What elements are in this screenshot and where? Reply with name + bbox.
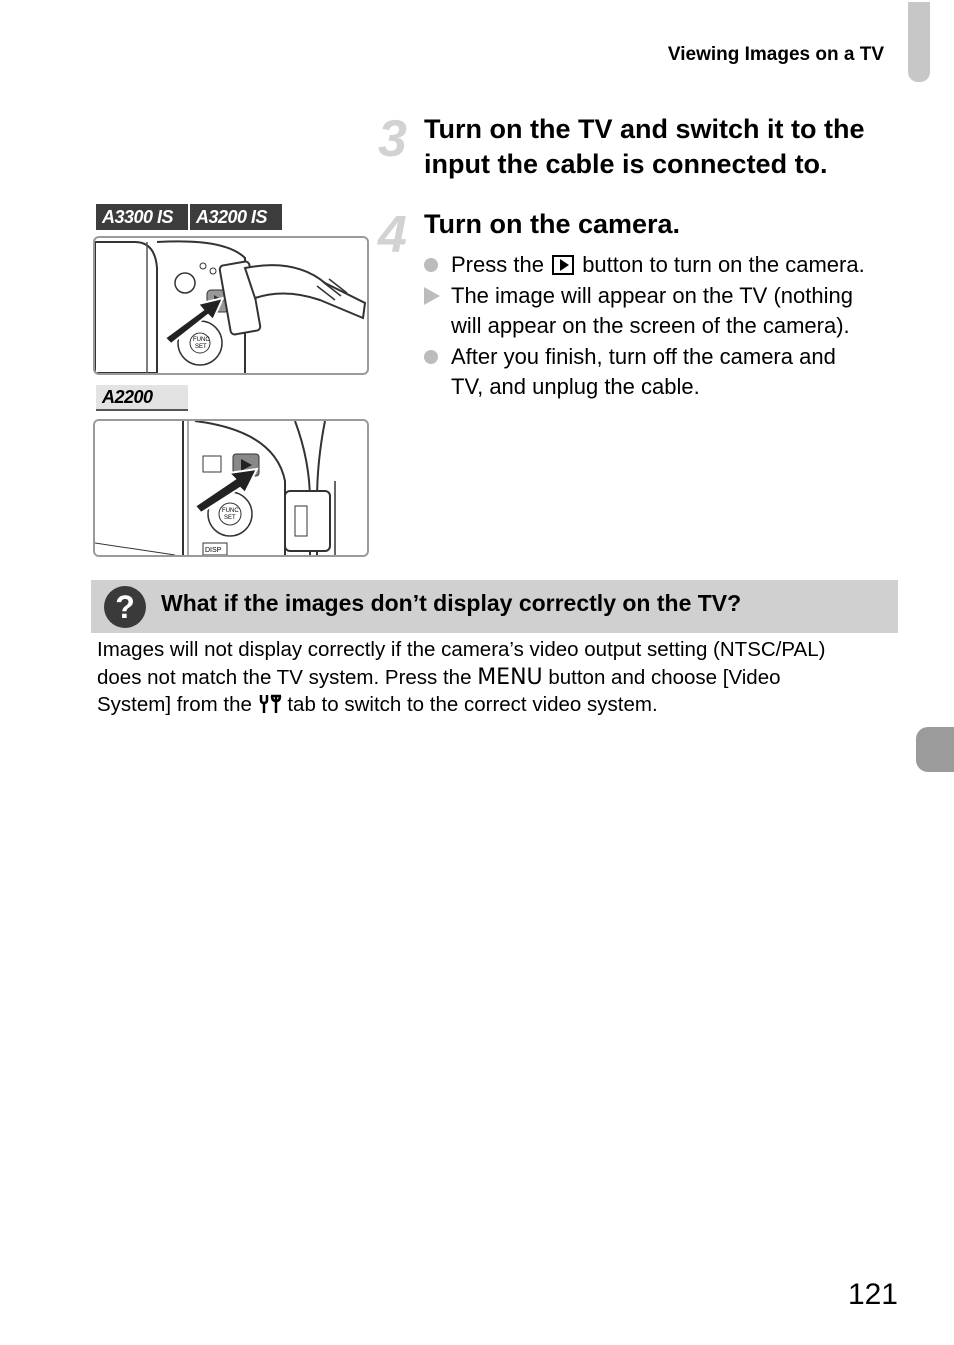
question-icon: ?: [104, 586, 146, 628]
step-3-title-line1: Turn on the TV and switch it to the: [424, 114, 865, 144]
svg-text:DISP: DISP: [205, 547, 222, 554]
svg-text:SET: SET: [224, 515, 236, 521]
troubleshoot-answer: Images will not display correctly if the camera’s video output setting (NTSC/PAL) does not match the TV system. Press the MENU button and choose [Video System] from the tab to switch to the correct video system.: [97, 638, 826, 716]
svg-text:FUNC: FUNC: [222, 508, 239, 514]
chapter-tab-top: [908, 2, 930, 82]
camera-cable-connection-illustration: [95, 421, 367, 555]
step-3-title-line2: input the cable is connected to.: [424, 149, 828, 179]
svg-text:FUNC: FUNC: [193, 337, 210, 343]
bullet-item: The image will appear on the TV (nothing will appear on the screen of the camera).: [424, 281, 914, 342]
bullet-circle-icon: [424, 350, 438, 364]
step-4-title: Turn on the camera.: [424, 209, 681, 239]
bullet-item: After you finish, turn off the camera and TV, and unplug the cable.: [424, 342, 914, 403]
menu-button-icon: MENU: [477, 664, 543, 690]
step-number-4: 4: [378, 206, 407, 264]
step-3-title: [424, 112, 864, 182]
page-number: 121: [847, 1278, 898, 1311]
bullet-circle-icon: [424, 258, 438, 272]
bullet-triangle-icon: [424, 287, 440, 305]
model-label-a3300: A3300 IS: [96, 204, 188, 230]
model-label-a3200: A3200 IS: [190, 204, 282, 230]
troubleshoot-question: What if the images don’t display correctly on the TV?: [161, 590, 742, 616]
step-number-3: 3: [378, 110, 407, 168]
svg-text:SET: SET: [195, 344, 207, 350]
camera-illustration-a3300: [93, 236, 369, 375]
chapter-tab-side: [916, 727, 954, 772]
tools-icon: [258, 694, 282, 714]
playback-icon: [552, 255, 574, 275]
camera-hdmi-connection-illustration: [95, 238, 367, 373]
running-header: Viewing Images on a TV: [667, 44, 884, 65]
bullet-item: Press the button to turn on the camera.: [424, 250, 914, 281]
model-label-a2200: A2200: [96, 385, 188, 411]
camera-illustration-a2200: [93, 419, 369, 557]
step-4-bullets: [424, 250, 914, 403]
